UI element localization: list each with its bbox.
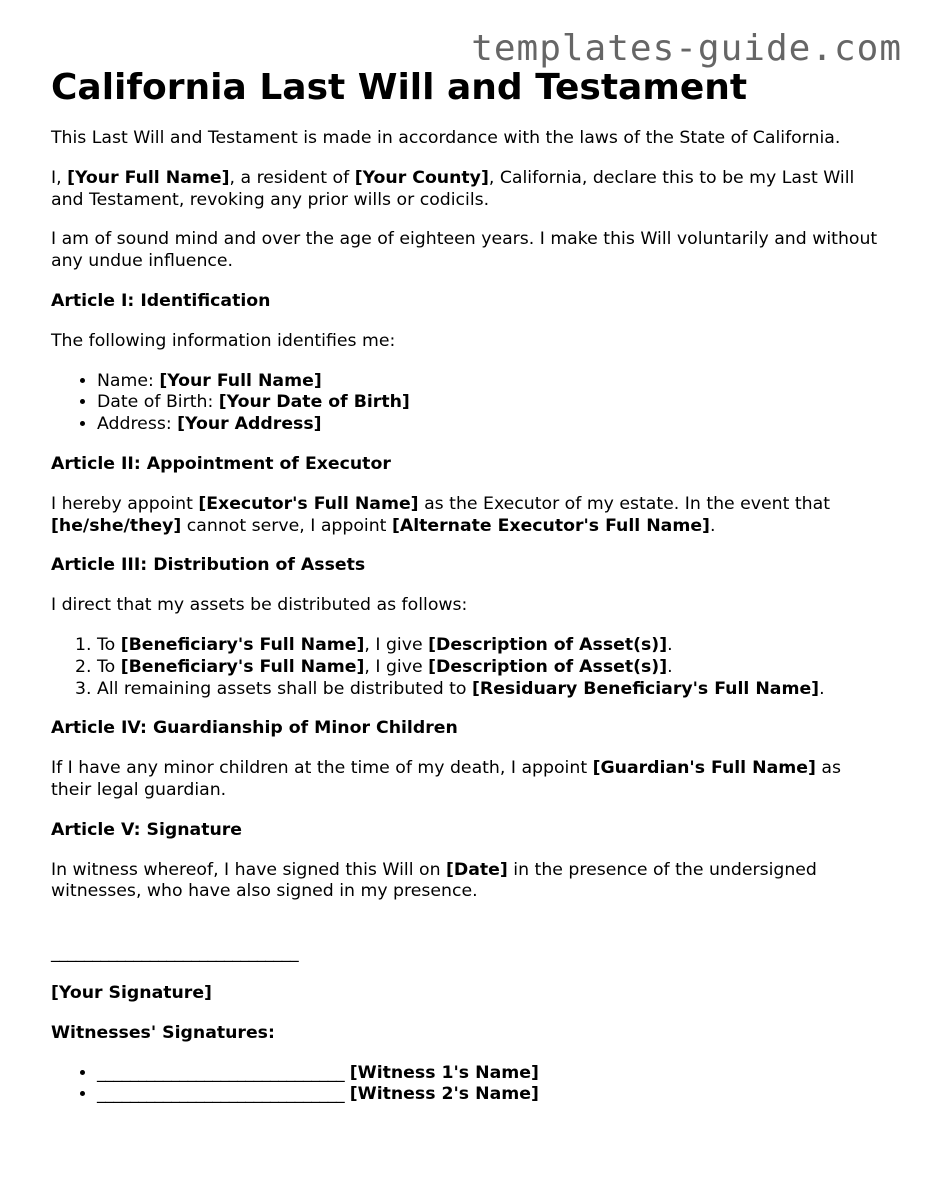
list-item bbox=[97, 371, 881, 393]
testator-name-placeholder: [Your Full Name] bbox=[67, 167, 230, 188]
document bbox=[51, 0, 881, 1106]
list-item bbox=[97, 414, 881, 436]
signature-label bbox=[51, 983, 881, 1005]
text-run: To bbox=[97, 634, 121, 655]
guardian-placeholder: [Guardian's Full Name] bbox=[592, 758, 816, 779]
text-run: If I have any minor children at the time of my death, I appoint bbox=[51, 758, 593, 779]
witness-name-placeholder: [Witness 1's Name] bbox=[349, 1062, 539, 1083]
beneficiary-placeholder: [Beneficiary's Full Name] bbox=[120, 656, 365, 677]
watermark: templates-guide.com bbox=[471, 28, 902, 69]
text-run: as their legal guardian. bbox=[51, 758, 841, 800]
article-3-text: I direct that my assets be distributed as follows: bbox=[51, 595, 468, 616]
text-run: as the Executor of my estate. In the event that bbox=[418, 493, 830, 514]
declaration-mid: , a resident of bbox=[229, 167, 355, 188]
declaration-pre: I, bbox=[51, 167, 68, 188]
witness-name-placeholder: [Witness 2's Name] bbox=[349, 1084, 539, 1105]
article-1-text: The following information identifies me: bbox=[51, 330, 396, 351]
article-4-text bbox=[51, 758, 881, 802]
article-5-heading: Article V: Signature bbox=[51, 819, 243, 840]
asset-placeholder: [Description of Asset(s)] bbox=[428, 656, 668, 677]
witness-list bbox=[51, 1063, 881, 1107]
article-5-text bbox=[51, 860, 881, 904]
intro-paragraph: This Last Will and Testament is made in accordance with the laws of the State of California. bbox=[51, 128, 841, 148]
sound-mind-paragraph: I am of sound mind and over the age of eighteen years. I make this Will voluntarily and without any undue influence. bbox=[51, 229, 878, 272]
text-run: . bbox=[667, 656, 673, 677]
list-item bbox=[97, 392, 881, 414]
identification-list bbox=[51, 371, 881, 436]
item-label: Date of Birth: bbox=[97, 392, 219, 413]
witnesses-heading-text: Witnesses' Signatures: bbox=[51, 1022, 275, 1043]
witness-signature-line: ______________________________ bbox=[97, 1084, 345, 1105]
article-2-heading: Article II: Appointment of Executor bbox=[51, 453, 391, 474]
signature-placeholder: [Your Signature] bbox=[51, 982, 212, 1003]
text-run: . bbox=[819, 678, 825, 699]
article-2-text bbox=[51, 494, 881, 538]
text-run: I hereby appoint bbox=[51, 493, 199, 514]
text-run: . bbox=[709, 515, 716, 536]
witness-signature-line: ______________________________ bbox=[97, 1062, 345, 1083]
declaration-post: , California, declare this to be my Last Will and Testament, revoking any prior wills or codicils. bbox=[51, 167, 855, 210]
beneficiary-placeholder: [Beneficiary's Full Name] bbox=[120, 634, 365, 655]
page-title: California Last Will and Testament bbox=[51, 67, 748, 108]
witnesses-heading bbox=[51, 1023, 881, 1045]
item-label: Address: bbox=[97, 414, 178, 435]
item-value: [Your Address] bbox=[177, 414, 322, 435]
article-1-heading: Article I: Identification bbox=[51, 290, 271, 311]
text-run: All remaining assets shall be distributed to bbox=[97, 678, 472, 699]
distribution-list bbox=[51, 635, 881, 700]
residuary-beneficiary-placeholder: [Residuary Beneficiary's Full Name] bbox=[472, 678, 820, 699]
county-placeholder: [Your County] bbox=[354, 167, 489, 188]
text-run: , I give bbox=[364, 634, 429, 655]
item-label: Name: bbox=[97, 370, 160, 391]
list-item bbox=[97, 635, 881, 657]
text-run: In witness whereof, I have signed this Will on bbox=[51, 859, 447, 880]
signature-line: ______________________________ bbox=[51, 943, 299, 964]
article-3-heading: Article III: Distribution of Assets bbox=[51, 555, 366, 576]
pronoun-placeholder: [he/she/they] bbox=[51, 515, 182, 536]
item-value: [Your Date of Birth] bbox=[218, 392, 410, 413]
text-run: cannot serve, I appoint bbox=[181, 515, 392, 536]
list-item bbox=[97, 1063, 881, 1085]
text-run: , I give bbox=[364, 656, 429, 677]
date-placeholder: [Date] bbox=[446, 859, 508, 880]
alternate-executor-placeholder: [Alternate Executor's Full Name] bbox=[391, 515, 710, 536]
item-value: [Your Full Name] bbox=[159, 370, 322, 391]
list-item bbox=[97, 657, 881, 679]
text-run: . bbox=[667, 634, 673, 655]
declaration-paragraph bbox=[51, 168, 881, 212]
text-run: To bbox=[97, 656, 121, 677]
asset-placeholder: [Description of Asset(s)] bbox=[428, 634, 668, 655]
list-item bbox=[97, 1084, 881, 1106]
article-4-heading: Article IV: Guardianship of Minor Children bbox=[51, 718, 458, 739]
list-item bbox=[97, 679, 881, 701]
text-run: in the presence of the undersigned witnesses, who have also signed in my presence. bbox=[51, 859, 817, 902]
executor-placeholder: [Executor's Full Name] bbox=[198, 493, 419, 514]
